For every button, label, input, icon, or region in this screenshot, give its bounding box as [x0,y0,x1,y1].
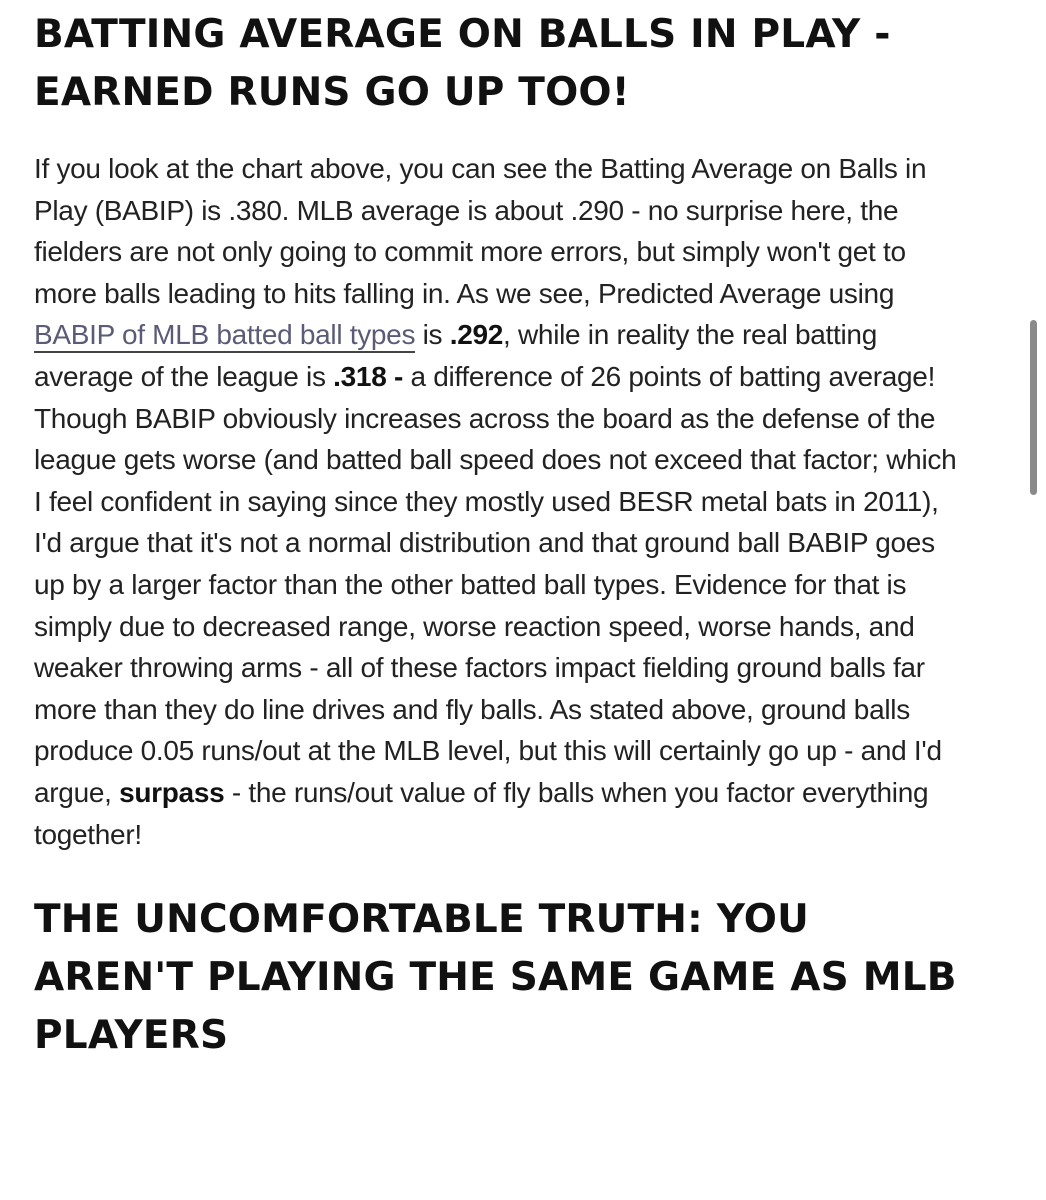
predicted-average-value: .292 [449,319,504,351]
real-average-value: .318 - [333,360,403,392]
babip-batted-ball-types-link[interactable]: BABIP of MLB batted ball types [34,319,415,353]
scrollbar-thumb[interactable] [1030,320,1037,495]
paragraph-text-2: is [415,319,450,351]
section-heading-uncomfortable-truth: THE UNCOMFORTABLE TRUTH: YOU AREN'T PLAYING THE SAME GAME AS MLB PLAYERS [34,897,957,1059]
paragraph-text-5: - the runs/out value of fly balls when you factor everything together! [34,776,929,850]
article-content [34,6,964,1065]
paragraph-text-4: a difference of 26 points of batting average! Though BABIP obviously increases across the board as the defense of the league gets worse (and batted ball speed does not exceed that factor; which I feel confident in saying since they mostly used BESR metal bats in 2011), I'd argue that it's not a normal distribution and that ground ball BABIP goes up by a larger factor than the other batted ball types. Evidence for that is simply due to decreased range, worse reaction speed, worse hands, and weaker throwing arms - all of these factors impact fielding ground balls far more than they do line drives and fly balls. As stated above, ground balls produce 0.05 runs/out at the MLB level, but this will certainly go up - and I'd argue, [34,360,957,808]
surpass-emphasis: surpass [119,776,225,808]
paragraph-text-1: If you look at the chart above, you can see the Batting Average on Balls in Play (BABIP) is .380. MLB average is about .290 - no surprise here, the fielders are not only going to commit more errors, but simply won't get to more balls leading to hits falling in. As we see, Predicted Average using [34,153,927,309]
babip-paragraph [34,148,964,855]
section-heading-babip: BATTING AVERAGE ON BALLS IN PLAY - EARNED RUNS GO UP TOO! [34,12,891,115]
paragraph-text-3: , while in reality the real batting average of the league is [34,319,877,392]
